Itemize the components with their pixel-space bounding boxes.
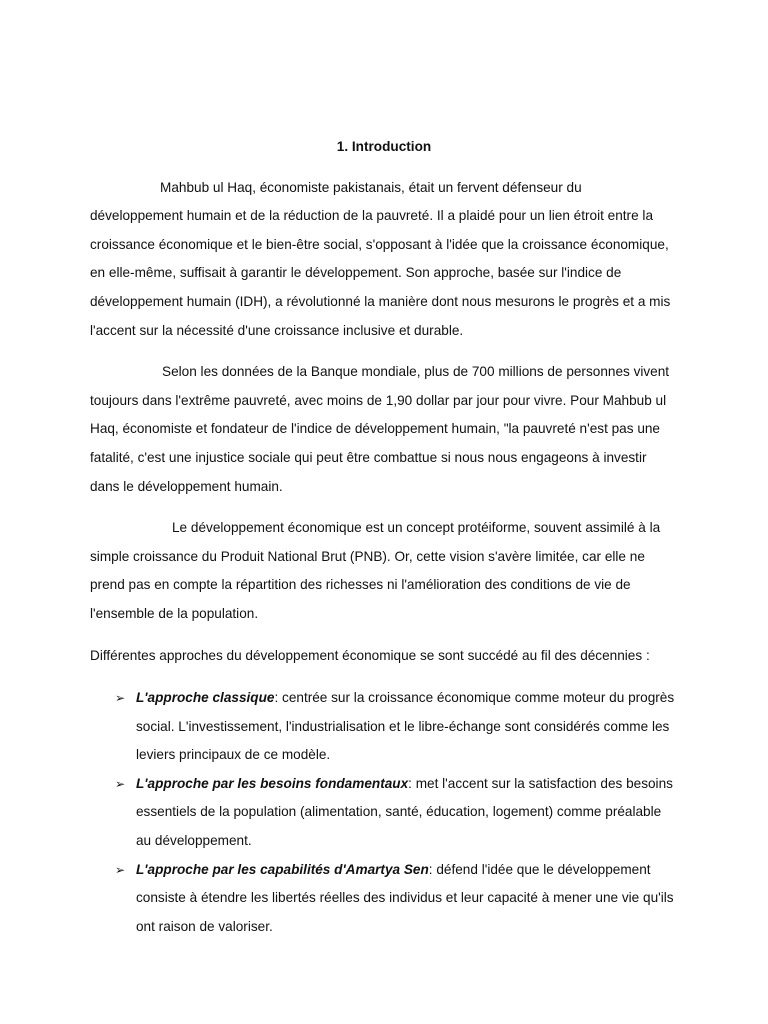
- approach-term: L'approche classique: [136, 690, 275, 706]
- section-heading: 1. Introduction: [336, 139, 432, 154]
- arrowhead-bullet-icon: ➢: [115, 691, 126, 706]
- list-item: [90, 770, 678, 856]
- paragraph-mahbub-ul-haq: Mahbub ul Haq, économiste pakistanais, était un fervent défenseur du développement humain et de la réduction de la pauvreté. Il a plaidé pour un lien étroit entre la croissance économique et le bien-être social, s'opposant à l'idée que la croissance économique, en elle-même, suffisait à garantir le développement. Son approche, basée sur l'indice de développement humain (IDH), a révolutionné la manière dont nous mesurons le progrès et a mis l'accent sur la nécessité d'une croissance inclusive et durable.: [90, 179, 671, 338]
- approach-term: L'approche par les besoins fondamentaux: [136, 775, 409, 791]
- approach-term: L'approche par les capabilités d'Amartya Sen: [136, 861, 429, 877]
- paragraph-approaches-intro: Différentes approches du développement économique se sont succédé au fil des décennies :: [90, 647, 650, 663]
- list-item: [90, 856, 678, 942]
- arrowhead-bullet-icon: ➢: [115, 862, 126, 877]
- approach-description: : défend l'idée que le développement consiste à étendre les libertés réelles des individus et leur capacité à mener une vie qu'ils ont raison de valoriser.: [136, 861, 674, 934]
- paragraph-development-concept: Le développement économique est un concept protéiforme, souvent assimilé à la simple croissance du Produit National Brut (PNB). Or, cette vision s'avère limitée, car elle ne prend pas en compte la répartition des richesses ni l'amélioration des conditions de vie de l'ensemble de la population.: [90, 520, 661, 621]
- paragraph-world-bank: Selon les données de la Banque mondiale, plus de 700 millions de personnes vivent toujours dans l'extrême pauvreté, avec moins de 1,90 dollar par jour pour vivre. Pour Mahbub ul Haq, économiste et fondateur de l'indice de développement humain, "la pauvreté n'est pas une fatalité, c'est une injustice sociale qui peut être combattue si nous nous engageons à investir dans le développement humain.: [90, 364, 670, 494]
- approach-description: : centrée sur la croissance économique comme moteur du progrès social. L'investissement, l'industrialisation et le libre-échange sont considérés comme les leviers principaux de ce modèle.: [136, 690, 675, 763]
- list-item: [90, 684, 678, 770]
- document-body: [90, 133, 678, 941]
- approaches-list: [90, 684, 678, 941]
- arrowhead-bullet-icon: ➢: [115, 776, 126, 791]
- approach-description: : met l'accent sur la satisfaction des besoins essentiels de la population (alimentation, santé, éducation, logement) comme préalable au développement.: [136, 775, 673, 849]
